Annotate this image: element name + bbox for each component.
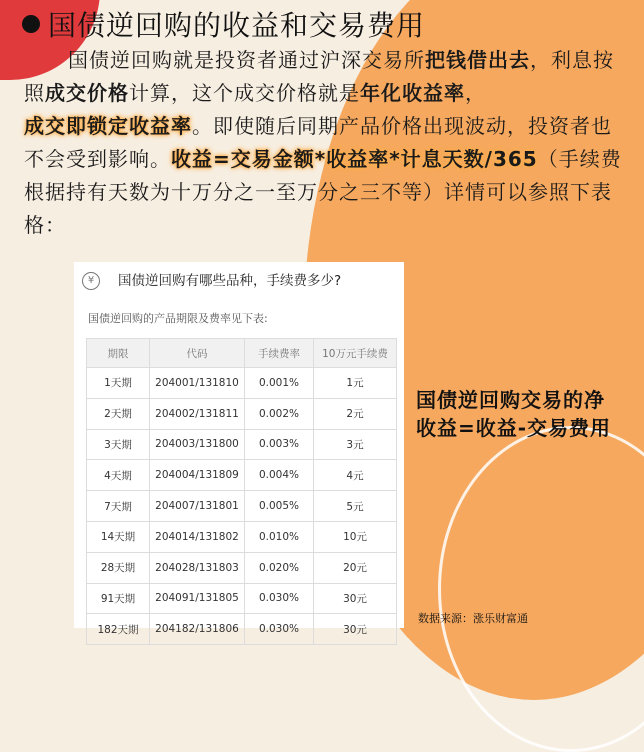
table-row: [87, 552, 397, 583]
cell: 204002/131811: [150, 398, 245, 429]
cell: 0.002%: [245, 398, 314, 429]
highlight-text: 收益=交易金额*收益率*计息天数/365: [171, 147, 538, 171]
cell: 0.030%: [245, 614, 314, 645]
data-source: 数据来源：涨乐财富通: [418, 612, 528, 625]
intro-paragraph: [24, 44, 624, 242]
bold-text: 年化收益率: [360, 81, 465, 105]
cell: 30元: [314, 614, 397, 645]
cell: 0.001%: [245, 368, 314, 399]
text-part: 计算，这个成交价格就是: [129, 81, 360, 105]
cell: 20元: [314, 552, 397, 583]
column-header: 手续费率: [245, 339, 314, 368]
table-row: [87, 429, 397, 460]
text-part: ，利息按照: [24, 48, 614, 105]
cell: 204003/131800: [150, 429, 245, 460]
bold-text: 把钱借出去: [425, 48, 530, 72]
cell: 5元: [314, 491, 397, 522]
cell: 30元: [314, 583, 397, 614]
cell: 204014/131802: [150, 521, 245, 552]
card-heading-text: 国债逆回购有哪些品种，手续费多少?: [118, 273, 342, 289]
table-row: [87, 614, 397, 645]
cell: 204004/131809: [150, 460, 245, 491]
cell: 3天期: [87, 429, 150, 460]
cell: 204091/131805: [150, 583, 245, 614]
cell: 0.010%: [245, 521, 314, 552]
cell: 14天期: [87, 521, 150, 552]
cell: 7天期: [87, 491, 150, 522]
card-subheading: 国债逆回购的产品期限及费率见下表:: [88, 312, 268, 325]
column-header: 10万元手续费: [314, 339, 397, 368]
table-row: [87, 491, 397, 522]
bullet-icon: [22, 15, 40, 33]
cell: 0.004%: [245, 460, 314, 491]
cell: 4元: [314, 460, 397, 491]
cell: 0.030%: [245, 583, 314, 614]
text-part: 国债逆回购就是投资者通过沪深交易所: [68, 48, 425, 72]
net-income-note: [416, 386, 611, 442]
cell: 4天期: [87, 460, 150, 491]
cell: 1天期: [87, 368, 150, 399]
column-header: 期限: [87, 339, 150, 368]
note-line: 收益=收益-交易费用: [416, 416, 612, 440]
table-row: [87, 368, 397, 399]
bold-text: 成交价格: [45, 81, 129, 105]
cell: 0.005%: [245, 491, 314, 522]
highlight-text: 成交即锁定收益率: [24, 114, 192, 138]
table-row: [87, 398, 397, 429]
cell: 204028/131803: [150, 552, 245, 583]
cell: 0.020%: [245, 552, 314, 583]
fee-table: [86, 338, 397, 645]
card-heading: [82, 269, 402, 290]
text-part: 。即使随后同期产品价格出现波动，投资者也不会受到影响。: [24, 114, 612, 171]
cell: 204001/131810: [150, 368, 245, 399]
cell: 28天期: [87, 552, 150, 583]
cell: 1元: [314, 368, 397, 399]
note-line: 国债逆回购交易的净: [416, 388, 605, 412]
cell: 182天期: [87, 614, 150, 645]
title-text: 国债逆回购的收益和交易费用: [48, 9, 426, 42]
cell: 2元: [314, 398, 397, 429]
cell: 91天期: [87, 583, 150, 614]
text-part: （手续费根据持有天数为十万分之一至万分之三不等）详情可以参照下表格：: [24, 147, 622, 237]
table-row: [87, 583, 397, 614]
cell: 0.003%: [245, 429, 314, 460]
table-row: [87, 521, 397, 552]
cell: 3元: [314, 429, 397, 460]
cell: 204182/131806: [150, 614, 245, 645]
fee-table-card: [74, 262, 404, 636]
text-part: ，: [465, 81, 486, 105]
column-header: 代码: [150, 339, 245, 368]
page-title: [22, 4, 425, 44]
cell: 2天期: [87, 398, 150, 429]
cell: 10元: [314, 521, 397, 552]
cell: 204007/131801: [150, 491, 245, 522]
yen-icon: ¥: [82, 272, 100, 290]
table-header-row: [87, 339, 397, 368]
table-row: [87, 460, 397, 491]
